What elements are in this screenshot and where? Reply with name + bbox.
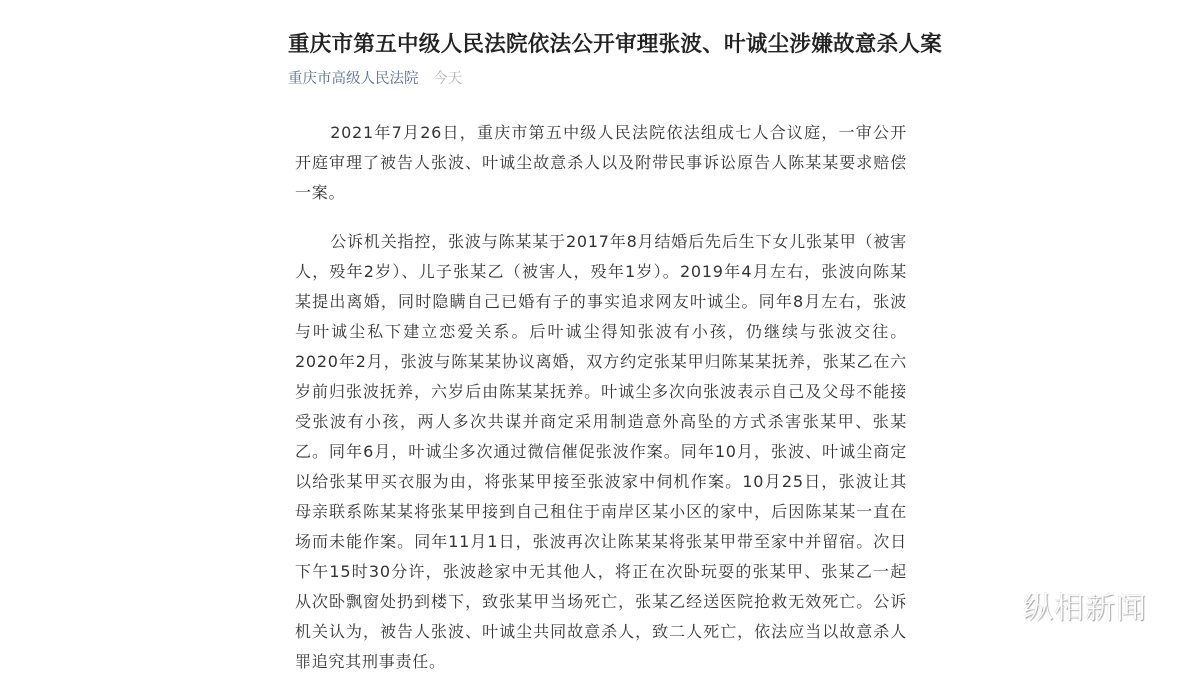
- paragraph-2: 公诉机关指控，张波与陈某某于2017年8月结婚后先后生下女儿张某甲（被害人，殁年2岁）、儿子张某乙（被害人，殁年1岁）。2019年4月左右，张波向陈某某提出离婚，同时隐瞒自己已婚有子的事实追求网友叶诚尘。同年8月左右，张波与叶诚尘私下建立恋爱关系。后叶诚尘得知张波有小孩，仍继续与张波交往。2020年2月，张波与陈某某协议离婚，双方约定张某甲归陈某某抚养，张某乙在六岁前归张波抚养，六岁后由陈某某抚养。叶诚尘多次向张波表示自己及父母不能接受张波有小孩，两人多次共谋并商定采用制造意外高坠的方式杀害张某甲、张某乙。同年6月，叶诚尘多次通过微信催促张波作案。同年10月，张波、叶诚尘商定以给张某甲买衣服为由，将张某甲接至张波家中伺机作案。10月25日，张波让其母亲联系陈某某将张某甲接到自己租住于南岸区某小区的家中，后因陈某某一直在场而未能作案。同年11月1日，张波再次让陈某某将张某甲带至家中并留宿。次日下午15时30分许，张波趁家中无其他人，将正在次卧玩耍的张某甲、张某乙一起从次卧飘窗处扔到楼下，致张某甲当场死亡，张某乙经送医院抢救无效死亡。公诉机关认为，被告人张波、叶诚尘共同故意杀人，致二人死亡，依法应当以故意杀人罪追究其刑事责任。: [295, 232, 907, 671]
- article-meta: [288, 68, 912, 90]
- article-header: [288, 30, 943, 90]
- paragraph-1: 2021年7月26日，重庆市第五中级人民法院依法组成七人合议庭，一审公开开庭审理了被告人张波、叶诚尘故意杀人以及附带民事诉讼原告人陈某某要求赔偿一案。: [295, 123, 907, 202]
- source-link[interactable]: 重庆市高级人民法院: [288, 71, 419, 87]
- article-body: [295, 118, 907, 696]
- publish-time: 今天: [433, 71, 463, 87]
- article-title: 重庆市第五中级人民法院依法公开审理张波、叶诚尘涉嫌故意杀人案: [288, 32, 943, 57]
- watermark-logo: 纵相新闻: [1023, 591, 1147, 626]
